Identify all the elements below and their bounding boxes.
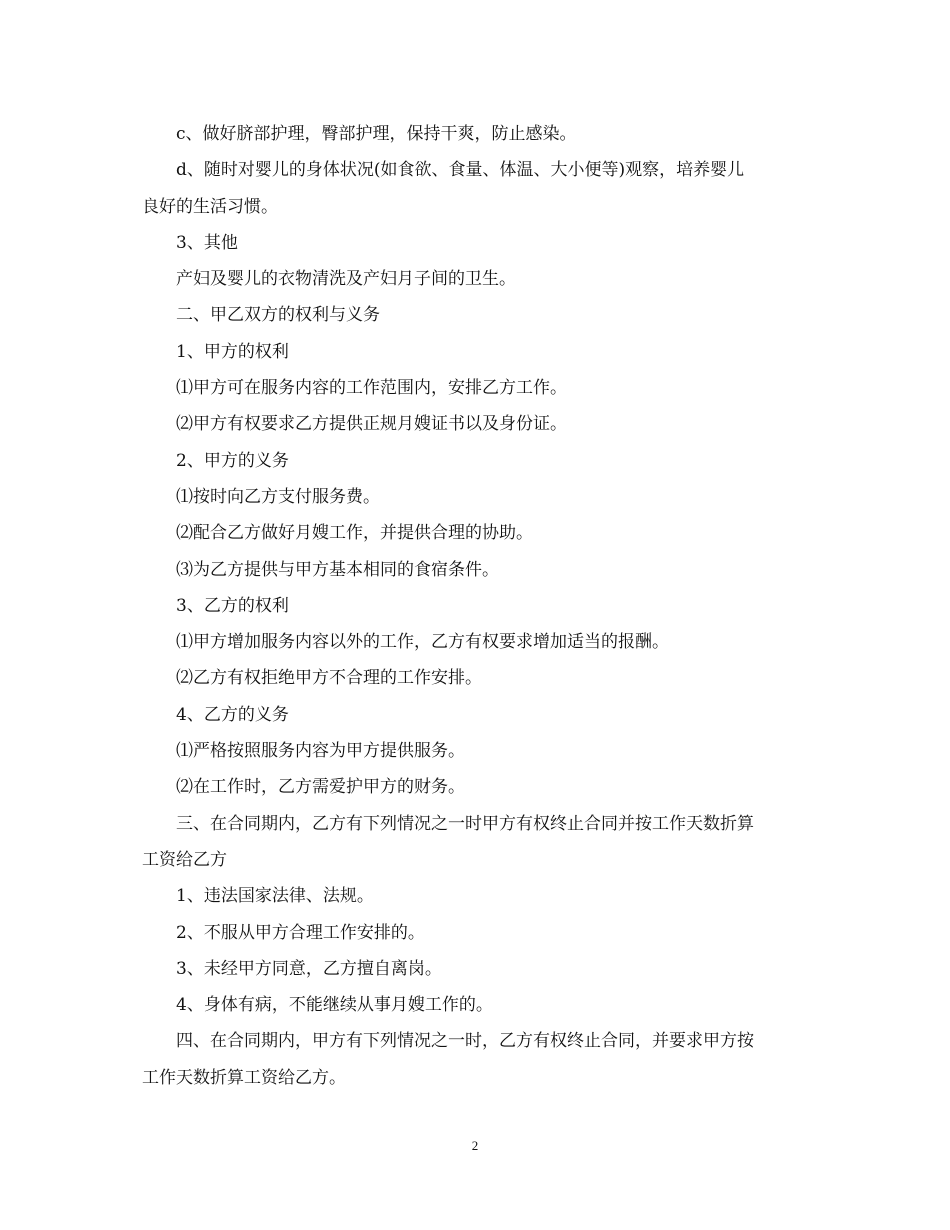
item-termination-by-a-2: 2、不服从甲方合理工作安排的。 <box>176 922 425 943</box>
paragraph-d: d、随时对婴儿的身体状况(如食欲、食量、体温、大小便等)观察，培养婴儿 <box>176 160 745 181</box>
section-heading-termination-by-a-continuation: 工资给乙方 <box>142 849 227 870</box>
item-party-b-obligations-1: ⑴严格按照服务内容为甲方提供服务。 <box>176 741 465 762</box>
page-number: 2 <box>471 1138 479 1153</box>
paragraph-c: c、做好脐部护理，臀部护理，保持干爽，防止感染。 <box>176 124 577 144</box>
heading-party-b-rights: 3、乙方的权利 <box>176 595 289 616</box>
section-heading-termination-by-b: 四、在合同期内，甲方有下列情况之一时，乙方有权终止合同，并要求甲方按 <box>176 1031 754 1052</box>
item-termination-by-a-4: 4、身体有病，不能继续从事月嫂工作的。 <box>176 995 493 1016</box>
item-party-b-obligations-2: ⑵在工作时，乙方需爱护甲方的财务。 <box>176 777 465 798</box>
item-party-b-rights-1: ⑴甲方增加服务内容以外的工作，乙方有权要求增加适当的报酬。 <box>176 632 669 653</box>
item-party-a-obligations-1: ⑴按时向乙方支付服务费。 <box>176 486 380 507</box>
paragraph-laundry: 产妇及婴儿的衣物清洗及产妇月子间的卫生。 <box>176 269 516 290</box>
item-termination-by-a-1: 1、违法国家法律、法规。 <box>176 886 374 907</box>
item-termination-by-a-3: 3、未经甲方同意，乙方擅自离岗。 <box>176 958 442 979</box>
section-heading-termination-by-a: 三、在合同期内，乙方有下列情况之一时甲方有权终止合同并按工作天数折算 <box>176 813 754 834</box>
heading-party-a-rights: 1、甲方的权利 <box>176 341 289 362</box>
section-heading-termination-by-b-continuation: 工作天数折算工资给乙方。 <box>142 1067 346 1088</box>
item-party-a-rights-2: ⑵甲方有权要求乙方提供正规月嫂证书以及身份证。 <box>176 414 567 435</box>
paragraph-d-continuation: 良好的生活习惯。 <box>142 196 278 217</box>
document-body <box>142 116 808 1096</box>
item-party-a-obligations-2: ⑵配合乙方做好月嫂工作，并提供合理的协助。 <box>176 523 533 544</box>
heading-party-a-obligations: 2、甲方的义务 <box>176 450 289 471</box>
heading-other: 3、其他 <box>176 232 238 253</box>
heading-party-b-obligations: 4、乙方的义务 <box>176 704 289 725</box>
item-party-a-obligations-3: ⑶为乙方提供与甲方基本相同的食宿条件。 <box>176 559 499 580</box>
section-heading-rights-obligations: 二、甲乙双方的权利与义务 <box>176 305 380 326</box>
item-party-a-rights-1: ⑴甲方可在服务内容的工作范围内，安排乙方工作。 <box>176 378 567 399</box>
item-party-b-rights-2: ⑵乙方有权拒绝甲方不合理的工作安排。 <box>176 668 482 689</box>
